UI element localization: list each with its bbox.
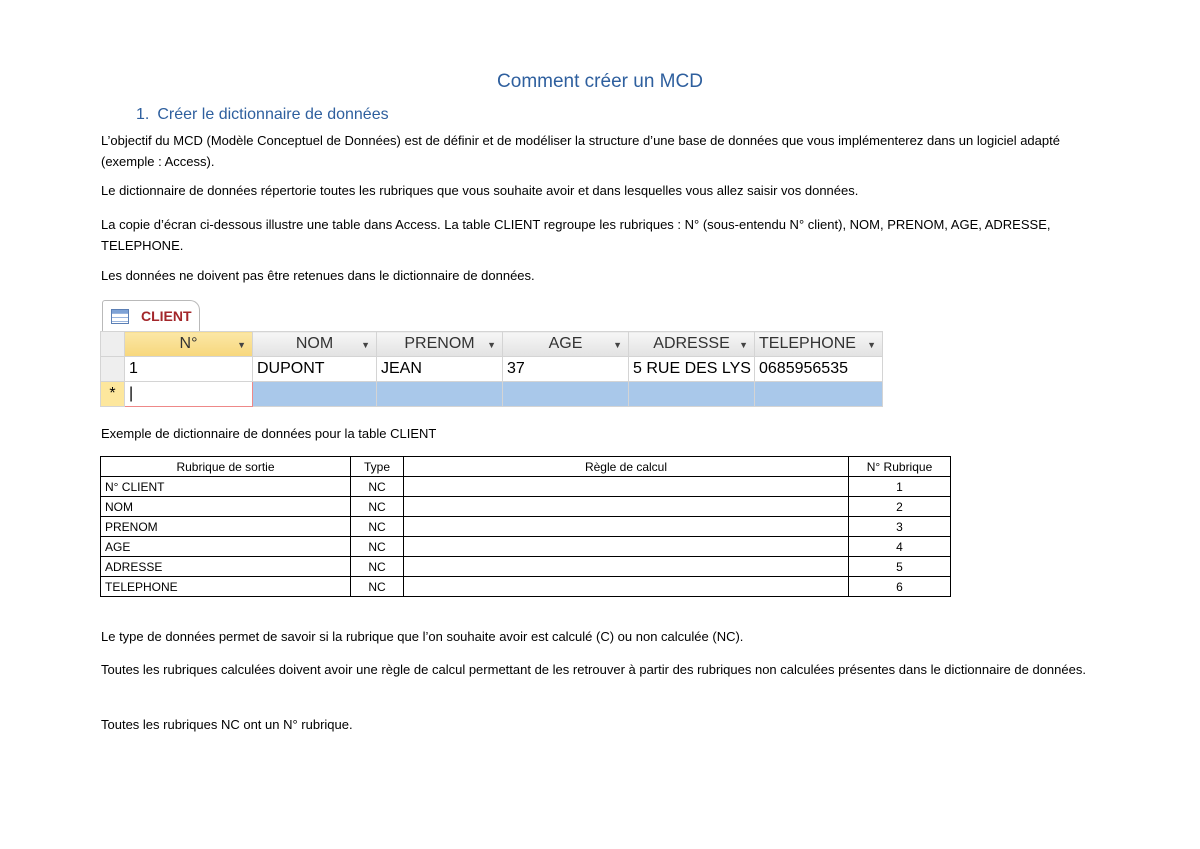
datasheet-record-row (101, 357, 883, 382)
column-header-num[interactable] (125, 332, 253, 357)
dropdown-arrow-icon[interactable]: ▼ (361, 340, 370, 350)
access-table-screenshot (100, 297, 882, 409)
datasheet-new-row (101, 382, 883, 407)
record-selector[interactable] (101, 357, 125, 382)
column-header-prenom[interactable] (377, 332, 503, 357)
cell-num[interactable]: 1 (125, 357, 253, 382)
cell-type: NC (351, 577, 404, 597)
cell-rubrique: N° CLIENT (101, 477, 351, 497)
column-header-label: N° (179, 335, 198, 352)
cell-num: 2 (849, 497, 951, 517)
header-regle: Règle de calcul (404, 457, 849, 477)
paragraph-calculated-rule: Toutes les rubriques calculées doivent avoir une règle de calcul permettant de les retrouver à partir des rubriques non calculées présentes dans le dictionnaire de données. (101, 662, 1086, 677)
column-header-nom[interactable] (253, 332, 377, 357)
cell-type: NC (351, 517, 404, 537)
tab-client-label: CLIENT (141, 308, 192, 324)
dropdown-arrow-icon[interactable]: ▼ (237, 340, 246, 350)
dropdown-arrow-icon[interactable]: ▼ (613, 340, 622, 350)
cell-adresse[interactable]: 5 RUE DES LYS (629, 357, 755, 382)
new-cell[interactable] (503, 382, 629, 407)
cell-rubrique: TELEPHONE (101, 577, 351, 597)
column-header-telephone[interactable] (755, 332, 883, 357)
cell-num: 4 (849, 537, 951, 557)
section-title: Créer le dictionnaire de données (157, 106, 389, 123)
cell-regle (404, 577, 849, 597)
cell-rubrique: PRENOM (101, 517, 351, 537)
cell-num: 3 (849, 517, 951, 537)
new-cell[interactable] (629, 382, 755, 407)
header-rubrique: Rubrique de sortie (101, 457, 351, 477)
datasheet-header-row (101, 332, 883, 357)
table-row (101, 477, 951, 497)
dropdown-arrow-icon[interactable]: ▼ (487, 340, 496, 350)
section-number: 1. (136, 106, 150, 123)
paragraph-data-note: Les données ne doivent pas être retenues dans le dictionnaire de données. (101, 268, 535, 283)
cell-regle (404, 537, 849, 557)
table-row (101, 537, 951, 557)
new-cell[interactable] (253, 382, 377, 407)
header-num-rubrique: N° Rubrique (849, 457, 951, 477)
tab-client[interactable] (102, 300, 200, 331)
dropdown-arrow-icon[interactable]: ▼ (739, 340, 748, 350)
column-header-label: ADRESSE (653, 335, 730, 352)
page-title: Comment créer un MCD (497, 71, 703, 92)
new-cell[interactable] (755, 382, 883, 407)
column-header-label: PRENOM (404, 335, 475, 352)
table-icon (111, 309, 129, 324)
cell-rubrique: ADRESSE (101, 557, 351, 577)
table-row (101, 577, 951, 597)
cell-type: NC (351, 477, 404, 497)
column-header-label: TELEPHONE (759, 335, 856, 352)
header-type: Type (351, 457, 404, 477)
column-header-label: NOM (295, 335, 334, 352)
access-tab-bar (100, 297, 882, 332)
cell-regle (404, 517, 849, 537)
cell-num: 6 (849, 577, 951, 597)
new-cell[interactable] (377, 382, 503, 407)
cell-type: NC (351, 557, 404, 577)
table-row (101, 497, 951, 517)
paragraph-dictionary: Le dictionnaire de données répertorie toutes les rubriques que vous souhaite avoir et dans lesquelles vous allez saisir vos données. (101, 183, 859, 198)
cell-telephone[interactable]: 0685956535 (755, 357, 883, 382)
cell-num: 1 (849, 477, 951, 497)
cell-regle (404, 497, 849, 517)
cell-num: 5 (849, 557, 951, 577)
table-row (101, 517, 951, 537)
cell-prenom[interactable]: JEAN (377, 357, 503, 382)
cell-type: NC (351, 537, 404, 557)
cell-type: NC (351, 497, 404, 517)
table-caption: Exemple de dictionnaire de données pour la table CLIENT (101, 426, 437, 441)
section-heading (136, 106, 389, 124)
column-header-age[interactable] (503, 332, 629, 357)
paragraph-objective: L’objectif du MCD (Modèle Conceptuel de Données) est de définir et de modéliser la structure d’une base de données que vous implémenterez dans un logiciel adapté (exemple : Access). (101, 133, 1060, 169)
paragraph-nc-numbering: Toutes les rubriques NC ont un N° rubrique. (101, 717, 353, 732)
paragraph-screenshot: La copie d’écran ci-dessous illustre une table dans Access. La table CLIENT regroupe les rubriques : N° (sous-entendu N° client), NOM, PRENOM, AGE, ADRESSE, TELEPHONE. (101, 217, 1051, 253)
dictionary-header-row (101, 457, 951, 477)
paragraph-type-explanation: Le type de données permet de savoir si la rubrique que l’on souhaite avoir est calculé (C) ou non calculée (NC). (101, 629, 744, 644)
select-all-corner[interactable] (101, 332, 125, 357)
cell-rubrique: NOM (101, 497, 351, 517)
cell-regle (404, 557, 849, 577)
new-cell-num[interactable]: | (125, 382, 253, 407)
dictionary-table (100, 456, 951, 597)
cell-age[interactable]: 37 (503, 357, 629, 382)
new-record-marker[interactable]: * (101, 382, 125, 407)
cell-nom[interactable]: DUPONT (253, 357, 377, 382)
column-header-adresse[interactable] (629, 332, 755, 357)
table-row (101, 557, 951, 577)
column-header-label: AGE (548, 335, 583, 352)
dropdown-arrow-icon[interactable]: ▼ (867, 340, 876, 350)
cell-regle (404, 477, 849, 497)
access-datasheet (100, 331, 883, 407)
cell-rubrique: AGE (101, 537, 351, 557)
